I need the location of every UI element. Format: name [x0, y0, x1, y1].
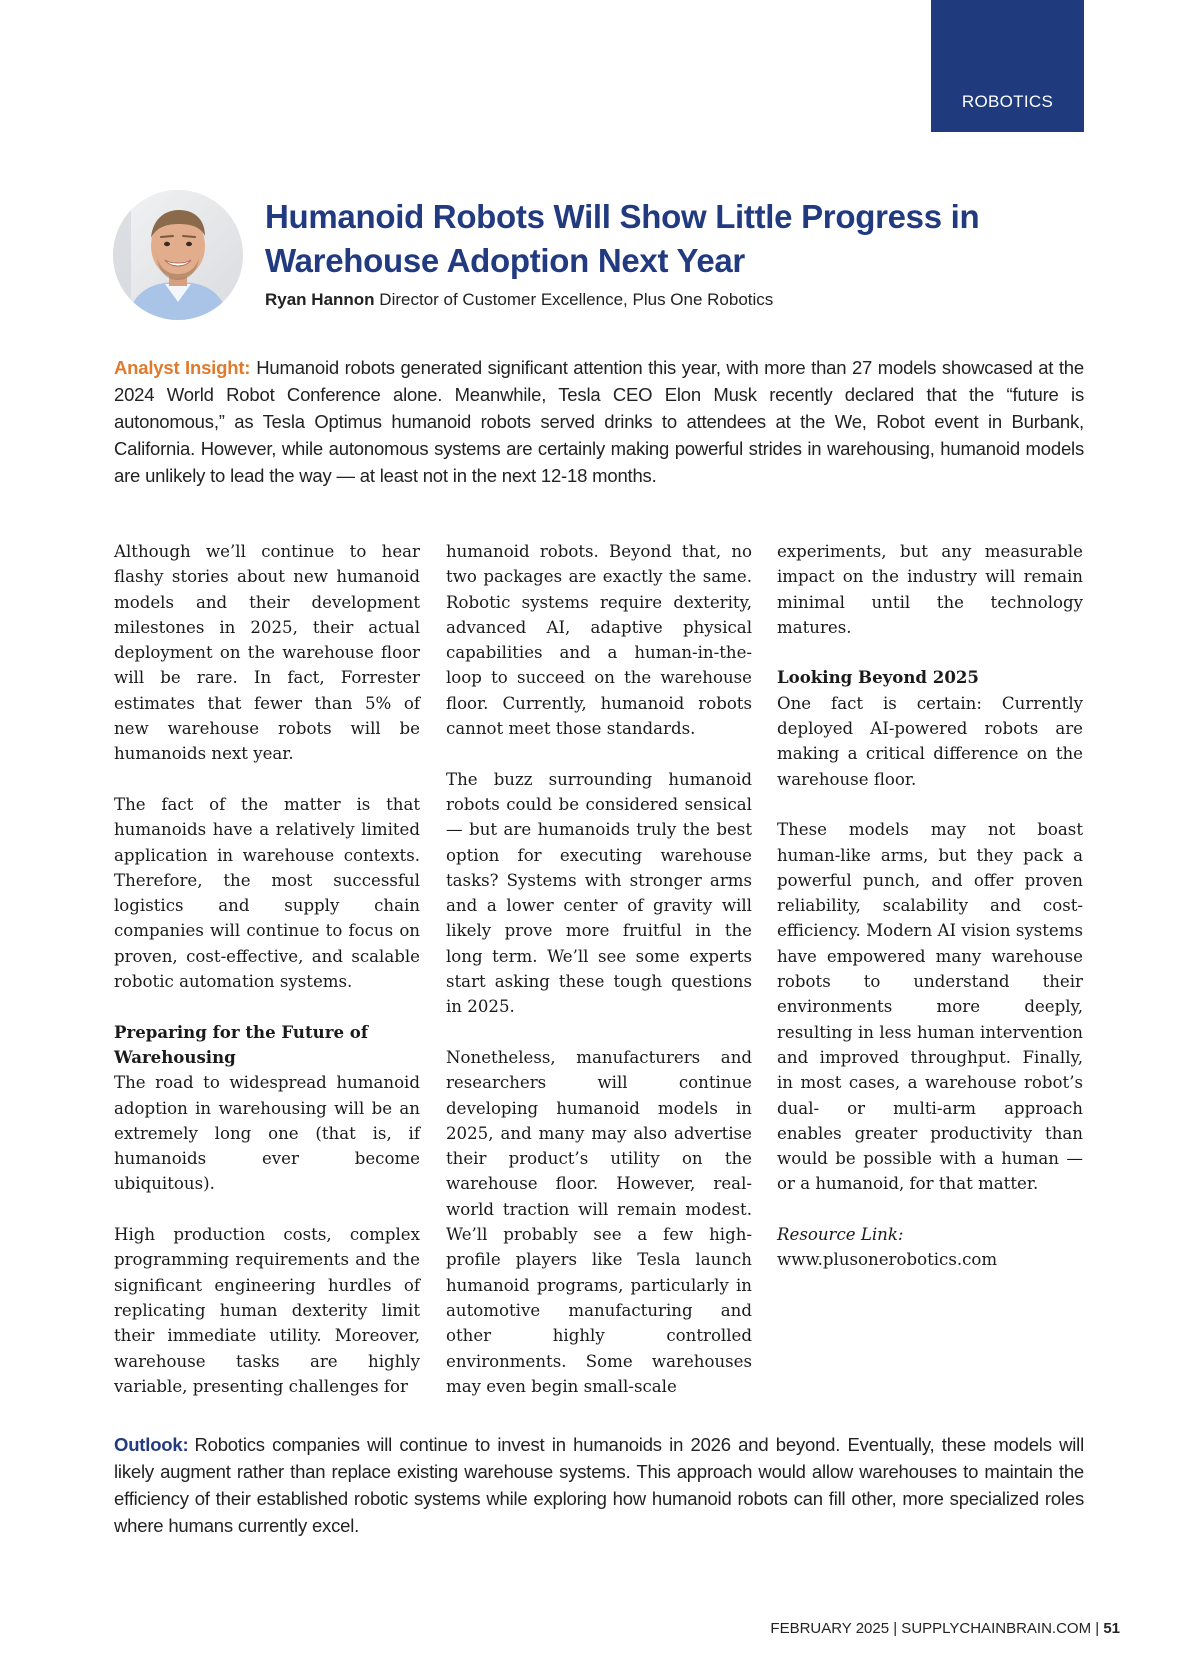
analyst-insight-label: Analyst Insight: — [114, 357, 251, 378]
outlook-text: Robotics companies will continue to invest in humanoids in 2026 and beyond. Eventually, these models will likely augment rather than replace existing warehouse systems. This approach would allow warehouses to maintain the efficiency of their established robotic systems while exploring how humanoid robots can fill other, more specialized roles where humans currently excel. — [114, 1434, 1084, 1536]
analyst-insight — [114, 354, 1084, 489]
author-avatar — [113, 190, 243, 320]
page-footer — [770, 1620, 1120, 1637]
resource-link[interactable]: www.plusonerobotics.com — [777, 1250, 998, 1270]
author-name: Ryan Hannon — [265, 290, 375, 309]
paragraph: The fact of the matter is that humanoids have a relatively limited application in warehouse contexts. Therefore, the most successful logistics and supply chain companies will continue to focus on proven, cost-effective, and scalable robotic automation systems. — [114, 794, 420, 992]
page-number: 51 — [1103, 1620, 1120, 1637]
paragraph: The road to widespread humanoid adoption in warehousing will be an extremely long one (that is, if humanoids ever become ubiquitous). — [114, 1073, 420, 1194]
paragraph: Although we’ll continue to hear flashy stories about new humanoid models and their development milestones in 2025, their actual deployment on the warehouse floor will be rare. In fact, Forrester estimates that fewer than 5% of new warehouse robots will be humanoids next year. — [114, 542, 420, 764]
section-heading: Looking Beyond 2025 — [777, 667, 979, 688]
paragraph: humanoid robots. Beyond that, no two packages are exactly the same. Robotic systems require dexterity, advanced AI, adaptive physical capabilities and a human-in-the-loop to succeed on the warehouse floor. Currently, humanoid robots cannot meet those standards. — [446, 542, 752, 739]
author-photo — [113, 190, 243, 320]
article-title: Humanoid Robots Will Show Little Progress in Warehouse Adoption Next Year — [265, 198, 980, 279]
outlook — [114, 1431, 1084, 1539]
body-column-3 — [777, 539, 1083, 1273]
section-heading: Preparing for the Future of Warehousing — [114, 1021, 368, 1067]
paragraph: One fact is certain: Currently deployed AI-powered robots are making a critical difference on the warehouse floor. — [777, 693, 1083, 789]
resource-label: Resource Link: — [777, 1225, 904, 1245]
outlook-label: Outlook: — [114, 1434, 189, 1455]
paragraph: High production costs, complex programming requirements and the significant engineering hurdles of replicating human dexterity limit their immediate utility. Moreover, warehouse tasks are highly variable, presenting challenges for — [114, 1225, 420, 1396]
author-byline — [265, 289, 1085, 311]
section-tab-label: ROBOTICS — [961, 92, 1054, 111]
section-tab — [931, 0, 1084, 132]
body-column-2 — [446, 539, 752, 1399]
paragraph: These models may not boast human-like arms, but they pack a powerful punch, and offer proven reliability, scalability and cost-efficiency. Modern AI vision systems have empowered many warehouse robots to understand their environments more deeply, resulting in less human intervention and improved throughput. Finally, in most cases, a warehouse robot’s dual- or multi-arm approach enables greater productivity than would be possible with a human — or a humanoid, for that matter. — [777, 820, 1083, 1194]
author-title: Director of Customer Excellence, Plus One Robotics — [379, 290, 774, 309]
resource-block — [777, 1222, 1083, 1273]
analyst-insight-text: Humanoid robots generated significant attention this year, with more than 27 models showcased at the 2024 World Robot Conference alone. Meanwhile, Tesla CEO Elon Musk recently declared that the “future is autonomous,” as Tesla Optimus humanoid robots served drinks to attendees at the We, Robot event in Burbank, California. However, while autonomous systems are certainly making powerful strides in warehousing, humanoid models are unlikely to lead the way — at least not in the next 12-18 months. — [114, 357, 1084, 486]
paragraph: experiments, but any measurable impact on the industry will remain minimal until the technology matures. — [777, 542, 1083, 637]
paragraph: The buzz surrounding humanoid robots could be considered sensical — but are humanoids truly the best option for executing warehouse tasks? Systems with stronger arms and a lower center of gravity will likely prove more fruitful in the long term. We’ll see some experts start asking these tough questions in 2025. — [446, 769, 752, 1017]
paragraph: Nonetheless, manufacturers and researchers will continue developing humanoid models in 2025, and many may also advertise their product’s utility on the warehouse floor. However, real-world traction will remain modest. We’ll probably see a few high-profile players like Tesla launch humanoid programs, particularly in automotive manufacturing and other highly controlled environments. Some warehouses may even begin small-scale — [446, 1047, 752, 1396]
footer-text: FEBRUARY 2025 | SUPPLYCHAINBRAIN.COM | — [770, 1620, 1100, 1637]
body-column-1 — [114, 539, 420, 1399]
